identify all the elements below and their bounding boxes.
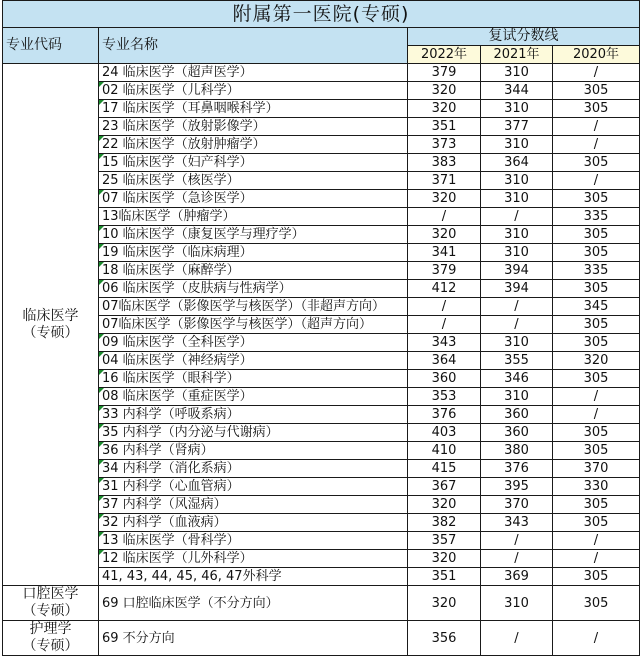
score-y2021: 394 bbox=[481, 262, 553, 280]
major-name-cell bbox=[99, 370, 408, 388]
score-y2022: 357 bbox=[408, 532, 481, 550]
score-y2021: 310 bbox=[481, 190, 553, 208]
score-y2021: 370 bbox=[481, 496, 553, 514]
major-name: 23 临床医学（放射影像学） bbox=[102, 119, 266, 134]
major-name: 15 临床医学（妇产科学） bbox=[102, 155, 253, 170]
score-y2022: 356 bbox=[408, 621, 481, 656]
score-y2022: 403 bbox=[408, 424, 481, 442]
score-y2022: 364 bbox=[408, 352, 481, 370]
score-y2020: 335 bbox=[553, 208, 640, 226]
table-row bbox=[3, 406, 640, 424]
category-label: （专硕） bbox=[22, 603, 79, 619]
score-y2021: 310 bbox=[481, 586, 553, 621]
score-y2020: / bbox=[553, 388, 640, 406]
score-y2020: / bbox=[553, 406, 640, 424]
table-row bbox=[3, 496, 640, 514]
table-row bbox=[3, 514, 640, 532]
major-name: 35 内科学（内分泌与代谢病） bbox=[102, 425, 279, 440]
table-row bbox=[3, 298, 640, 316]
major-name: 08 临床医学（重症医学） bbox=[102, 389, 253, 404]
score-y2020: / bbox=[553, 621, 640, 656]
score-y2020: 305 bbox=[553, 514, 640, 532]
major-name-cell bbox=[99, 621, 408, 656]
table-row bbox=[3, 154, 640, 172]
major-name: 69 口腔临床医学（不分方向） bbox=[102, 595, 279, 611]
major-name: 31 内科学（心血管病） bbox=[102, 479, 240, 494]
major-name: 07临床医学（影像医学与核医学）（超声方向） bbox=[102, 317, 373, 332]
score-y2020: 320 bbox=[553, 352, 640, 370]
score-y2022: 320 bbox=[408, 496, 481, 514]
major-name-cell bbox=[99, 118, 408, 136]
score-y2022: 320 bbox=[408, 550, 481, 568]
score-y2020: 305 bbox=[553, 424, 640, 442]
green-flag-icon bbox=[99, 460, 104, 465]
year-header-2020: 2020年 bbox=[553, 46, 640, 64]
table-row bbox=[3, 460, 640, 478]
major-name: 16 临床医学（眼科学） bbox=[102, 371, 240, 386]
score-y2022: / bbox=[408, 208, 481, 226]
score-y2021: 369 bbox=[481, 568, 553, 586]
score-y2020: 305 bbox=[553, 316, 640, 334]
score-y2020: 370 bbox=[553, 460, 640, 478]
table-row bbox=[3, 64, 640, 82]
table-row bbox=[3, 136, 640, 154]
score-y2020: / bbox=[553, 550, 640, 568]
major-name: 32 内科学（血液病） bbox=[102, 515, 227, 530]
score-y2020: 305 bbox=[553, 586, 640, 621]
major-name-cell bbox=[99, 208, 408, 226]
major-name: 04 临床医学（神经病学） bbox=[102, 353, 253, 368]
green-flag-icon bbox=[99, 226, 104, 231]
score-y2022: 373 bbox=[408, 136, 481, 154]
score-y2022: 367 bbox=[408, 478, 481, 496]
score-y2021: / bbox=[481, 298, 553, 316]
table-row bbox=[3, 621, 640, 656]
score-y2021: 380 bbox=[481, 442, 553, 460]
score-y2020: 305 bbox=[553, 82, 640, 100]
score-y2022: 383 bbox=[408, 154, 481, 172]
table-row bbox=[3, 262, 640, 280]
score-y2022: 410 bbox=[408, 442, 481, 460]
green-flag-icon bbox=[99, 190, 104, 195]
major-name-cell bbox=[99, 334, 408, 352]
category-cell bbox=[3, 586, 99, 621]
major-name: 18 临床医学（麻醉学） bbox=[102, 263, 240, 278]
category-cell bbox=[3, 621, 99, 656]
score-y2022: 353 bbox=[408, 388, 481, 406]
score-y2020: 345 bbox=[553, 298, 640, 316]
score-y2020: / bbox=[553, 118, 640, 136]
major-name: 10 临床医学（康复医学与理疗学） bbox=[102, 227, 305, 242]
major-name-cell bbox=[99, 64, 408, 82]
major-name-cell bbox=[99, 262, 408, 280]
major-name: 13 临床医学（骨科学） bbox=[102, 533, 240, 548]
table-row bbox=[3, 172, 640, 190]
green-flag-icon bbox=[99, 154, 104, 159]
table-row bbox=[3, 118, 640, 136]
score-y2020: 305 bbox=[553, 226, 640, 244]
score-y2021: / bbox=[481, 316, 553, 334]
score-y2021: 343 bbox=[481, 514, 553, 532]
score-y2020: 305 bbox=[553, 100, 640, 118]
score-y2020: 305 bbox=[553, 280, 640, 298]
score-y2021: 376 bbox=[481, 460, 553, 478]
score-y2022: 412 bbox=[408, 280, 481, 298]
score-y2021: / bbox=[481, 532, 553, 550]
table-row bbox=[3, 208, 640, 226]
score-y2021: 360 bbox=[481, 424, 553, 442]
score-y2022: 379 bbox=[408, 262, 481, 280]
green-flag-icon bbox=[99, 244, 104, 249]
major-name-cell bbox=[99, 496, 408, 514]
score-y2020: 305 bbox=[553, 190, 640, 208]
score-y2021: / bbox=[481, 621, 553, 656]
score-y2020: 305 bbox=[553, 334, 640, 352]
green-flag-icon bbox=[99, 262, 104, 267]
major-name-cell bbox=[99, 550, 408, 568]
score-y2021: 344 bbox=[481, 82, 553, 100]
year-header-2021: 2021年 bbox=[481, 46, 553, 64]
major-name: 17 临床医学（耳鼻咽喉科学） bbox=[102, 101, 279, 116]
score-y2022: 343 bbox=[408, 334, 481, 352]
score-y2020: 305 bbox=[553, 244, 640, 262]
score-y2022: / bbox=[408, 316, 481, 334]
major-name-cell bbox=[99, 406, 408, 424]
score-y2022: 320 bbox=[408, 190, 481, 208]
major-name: 36 内科学（肾病） bbox=[102, 443, 214, 458]
table-row bbox=[3, 316, 640, 334]
major-name-cell bbox=[99, 586, 408, 621]
title-row bbox=[3, 1, 640, 28]
green-flag-icon bbox=[99, 442, 104, 447]
column-header-score-group: 复试分数线 bbox=[408, 28, 640, 46]
score-y2022: 415 bbox=[408, 460, 481, 478]
header-row bbox=[3, 28, 640, 46]
major-name-cell bbox=[99, 352, 408, 370]
score-y2021: 395 bbox=[481, 478, 553, 496]
table-row bbox=[3, 424, 640, 442]
major-name: 41, 43, 44, 45, 46, 47外科学 bbox=[102, 569, 282, 584]
major-name-cell bbox=[99, 388, 408, 406]
category-label: 护理学 bbox=[29, 621, 72, 637]
score-y2020: 305 bbox=[553, 568, 640, 586]
score-y2022: 351 bbox=[408, 568, 481, 586]
major-name-cell bbox=[99, 280, 408, 298]
score-y2020: 305 bbox=[553, 496, 640, 514]
score-y2022: 320 bbox=[408, 586, 481, 621]
major-name: 09 临床医学（全科医学） bbox=[102, 335, 253, 350]
table-row bbox=[3, 568, 640, 586]
major-name-cell bbox=[99, 514, 408, 532]
major-name: 34 内科学（消化系病） bbox=[102, 461, 240, 476]
major-name: 22 临床医学（放射肿瘤学） bbox=[102, 137, 266, 152]
table-row bbox=[3, 370, 640, 388]
score-table bbox=[2, 0, 640, 656]
table-row bbox=[3, 442, 640, 460]
score-y2021: 310 bbox=[481, 100, 553, 118]
score-y2022: 351 bbox=[408, 118, 481, 136]
year-header-2022: 2022年 bbox=[408, 46, 481, 64]
green-flag-icon bbox=[99, 136, 104, 141]
score-y2021: 310 bbox=[481, 334, 553, 352]
major-name-cell bbox=[99, 100, 408, 118]
page-title: 附属第一医院(专硕) bbox=[3, 1, 640, 28]
major-name: 33 内科学（呼吸系病） bbox=[102, 407, 240, 422]
major-name: 07 临床医学（急诊医学） bbox=[102, 191, 253, 206]
table-row bbox=[3, 190, 640, 208]
green-flag-icon bbox=[99, 352, 104, 357]
major-name: 06 临床医学（皮肤病与性病学） bbox=[102, 281, 292, 296]
table-row bbox=[3, 550, 640, 568]
score-y2021: / bbox=[481, 550, 553, 568]
table-row bbox=[3, 82, 640, 100]
score-y2020: / bbox=[553, 136, 640, 154]
score-y2021: 310 bbox=[481, 64, 553, 82]
green-flag-icon bbox=[99, 496, 104, 501]
score-y2021: 377 bbox=[481, 118, 553, 136]
table-row bbox=[3, 280, 640, 298]
major-name: 02 临床医学（儿科学） bbox=[102, 83, 240, 98]
score-y2022: 320 bbox=[408, 226, 481, 244]
green-flag-icon bbox=[99, 370, 104, 375]
major-name: 13临床医学（肿瘤学） bbox=[102, 209, 236, 224]
major-name: 07临床医学（影像医学与核医学）（非超声方向） bbox=[102, 299, 386, 314]
major-name-cell bbox=[99, 532, 408, 550]
score-y2021: 394 bbox=[481, 280, 553, 298]
green-flag-icon bbox=[99, 532, 104, 537]
green-flag-icon bbox=[99, 424, 104, 429]
major-name-cell bbox=[99, 442, 408, 460]
major-name: 12 临床医学（儿外科学） bbox=[102, 551, 253, 566]
green-flag-icon bbox=[99, 388, 104, 393]
table-row bbox=[3, 334, 640, 352]
category-label: 口腔医学 bbox=[22, 586, 79, 602]
score-y2020: 305 bbox=[553, 442, 640, 460]
category-label: （专硕） bbox=[22, 638, 79, 654]
table-row bbox=[3, 244, 640, 262]
column-header-code: 专业代码 bbox=[3, 28, 99, 64]
green-flag-icon bbox=[99, 406, 104, 411]
score-y2021: 310 bbox=[481, 244, 553, 262]
table-row bbox=[3, 478, 640, 496]
table-row bbox=[3, 532, 640, 550]
major-name: 25 临床医学（核医学） bbox=[102, 173, 240, 188]
score-y2021: / bbox=[481, 208, 553, 226]
green-flag-icon bbox=[99, 334, 104, 339]
score-y2022: 320 bbox=[408, 82, 481, 100]
major-name-cell bbox=[99, 172, 408, 190]
score-y2020: / bbox=[553, 64, 640, 82]
green-flag-icon bbox=[99, 550, 104, 555]
score-y2021: 346 bbox=[481, 370, 553, 388]
table-row bbox=[3, 226, 640, 244]
score-y2022: 320 bbox=[408, 100, 481, 118]
major-name-cell bbox=[99, 82, 408, 100]
major-name-cell bbox=[99, 190, 408, 208]
category-label: 临床医学 bbox=[22, 307, 79, 324]
score-y2022: 371 bbox=[408, 172, 481, 190]
score-y2020: 335 bbox=[553, 262, 640, 280]
green-flag-icon bbox=[99, 478, 104, 483]
major-name-cell bbox=[99, 568, 408, 586]
score-y2022: / bbox=[408, 298, 481, 316]
table-row bbox=[3, 100, 640, 118]
score-y2021: 360 bbox=[481, 406, 553, 424]
major-name-cell bbox=[99, 244, 408, 262]
score-y2021: 355 bbox=[481, 352, 553, 370]
table-row bbox=[3, 388, 640, 406]
category-label: （专硕） bbox=[22, 324, 79, 341]
score-y2022: 341 bbox=[408, 244, 481, 262]
major-name-cell bbox=[99, 136, 408, 154]
green-flag-icon bbox=[99, 82, 104, 87]
column-header-name: 专业名称 bbox=[99, 28, 408, 64]
score-y2021: 364 bbox=[481, 154, 553, 172]
major-name: 69 不分方向 bbox=[102, 630, 175, 646]
major-name-cell bbox=[99, 316, 408, 334]
table-row bbox=[3, 586, 640, 621]
major-name-cell bbox=[99, 298, 408, 316]
score-y2020: / bbox=[553, 532, 640, 550]
major-name: 24 临床医学（超声医学） bbox=[102, 65, 253, 80]
score-y2020: 305 bbox=[553, 154, 640, 172]
score-y2022: 382 bbox=[408, 514, 481, 532]
major-name: 37 内科学（风湿病） bbox=[102, 497, 227, 512]
score-y2022: 376 bbox=[408, 406, 481, 424]
green-flag-icon bbox=[99, 100, 104, 105]
score-y2022: 360 bbox=[408, 370, 481, 388]
score-y2021: 310 bbox=[481, 172, 553, 190]
major-name: 19 临床医学（临床病理） bbox=[102, 245, 253, 260]
score-y2021: 310 bbox=[481, 226, 553, 244]
score-y2020: 330 bbox=[553, 478, 640, 496]
score-y2020: / bbox=[553, 172, 640, 190]
score-y2022: 379 bbox=[408, 64, 481, 82]
major-name-cell bbox=[99, 460, 408, 478]
score-y2021: 310 bbox=[481, 136, 553, 154]
score-y2021: 310 bbox=[481, 388, 553, 406]
score-y2020: 305 bbox=[553, 370, 640, 388]
major-name-cell bbox=[99, 424, 408, 442]
category-cell bbox=[3, 64, 99, 586]
major-name-cell bbox=[99, 226, 408, 244]
green-flag-icon bbox=[99, 280, 104, 285]
major-name-cell bbox=[99, 154, 408, 172]
green-flag-icon bbox=[99, 514, 104, 519]
major-name-cell bbox=[99, 478, 408, 496]
table-row bbox=[3, 352, 640, 370]
